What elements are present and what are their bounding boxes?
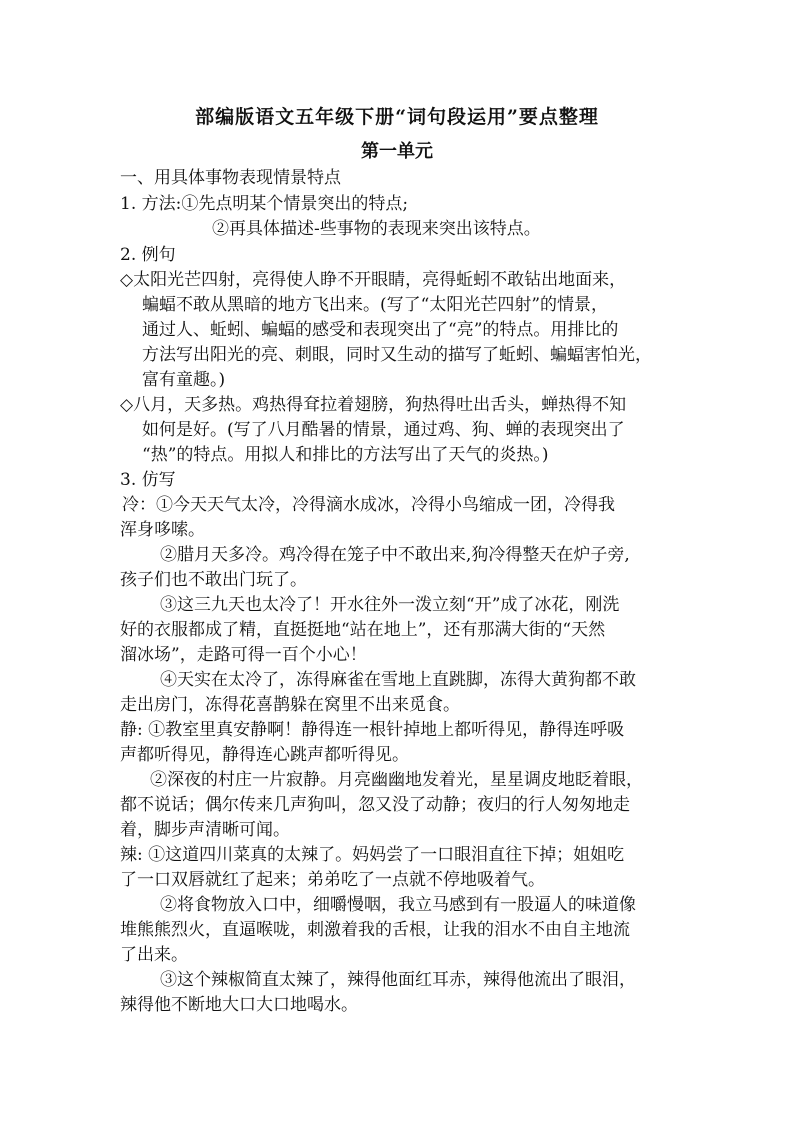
text-line: ②再具体描述-些事物的表现来突出该特点。	[212, 219, 541, 239]
unit-heading: 第一单元	[361, 141, 433, 162]
text-line: “热”的特点。用拟人和排比的方法写出了天气的炎热。)	[142, 445, 549, 465]
text-line: ②腊月天多冷。鸡冷得在笼子中不敢出来,狗冷得整天在炉子旁,	[160, 545, 630, 565]
text-line: 声都听得见，静得连心跳声都听得见。	[120, 745, 409, 765]
text-line: ◇八月，天多热。鸡热得耷拉着翅膀，狗热得吐出舌头，蝉热得不知	[120, 395, 627, 415]
document-title: 部编版语文五年级下册“词句段运用”要点整理	[195, 106, 599, 128]
text-line: ④天实在太冷了，冻得麻雀在雪地上直跳脚，冻得大黄狗都不敢	[160, 670, 636, 690]
text-line: 好的衣服都成了精，直挺挺地“站在地上”，还有那满大街的“天然	[120, 620, 606, 640]
text-line: 浑身哆嗦。	[120, 520, 205, 540]
section-heading: 一、用具体事物表现情景特点	[120, 168, 341, 188]
text-line: ②将食物放入口中，细嚼慢咽，我立马感到有一股逼人的味道像	[160, 895, 636, 915]
text-line: 走出房门，冻得花喜鹊躲在窝里不出来觅食。	[120, 695, 460, 715]
text-line: ②深夜的村庄一片寂静。月亮幽幽地发着光，星星调皮地眨着眼，	[150, 770, 643, 790]
text-line: 了一口双唇就红了起来；弟弟吃了一点就不停地吸着气。	[120, 870, 545, 890]
text-line: 都不说话；偶尔传来几声狗叫，忽又没了动静；夜归的行人匆匆地走	[120, 795, 630, 815]
text-line: 堆熊熊烈火，直逼喉咙，刺激着我的舌根，让我的泪水不由自主地流	[120, 920, 630, 940]
text-line: 辣: ①这道四川菜真的太辣了。妈妈尝了一口眼泪直往下掉；姐姐吃	[120, 845, 625, 865]
text-line: 冷：①今天天气太冷，冷得滴水成冰，冷得小鸟缩成一团，冷得我	[122, 495, 615, 515]
text-line: 2. 例句	[120, 245, 176, 265]
text-line: 辣得他不断地大口大口地喝水。	[120, 995, 358, 1015]
text-line: 1. 方法:①先点明某个情景突出的特点;	[120, 194, 409, 214]
text-line: 蝙蝠不敢从黑暗的地方飞出来。(写了“太阳光芒四射”的情景，	[142, 295, 609, 315]
text-line: 通过人、蚯蚓、蝙蝠的感受和表现突出了“亮”的特点。用排比的	[142, 320, 619, 340]
text-line: 了出来。	[120, 945, 188, 965]
text-line: ◇太阳光芒四射，亮得使人睁不开眼睛，亮得蚯蚓不敢钻出地面来，	[120, 270, 627, 290]
text-line: 孩子们也不敢出门玩了。	[120, 570, 307, 590]
text-line: 富有童趣。)	[142, 370, 226, 390]
text-line: ③这个辣椒简直太辣了，辣得他面红耳赤，辣得他流出了眼泪，	[160, 970, 636, 990]
text-line: 静: ①教室里真安静啊！静得连一根针掉地上都听得见，静得连呼吸	[120, 720, 625, 740]
text-line: 如何是好。(写了八月酷暑的情景，通过鸡、狗、蝉的表现突出了	[142, 420, 625, 440]
text-line: 着，脚步声清晰可闻。	[120, 820, 290, 840]
text-line: 3. 仿写	[120, 470, 176, 490]
text-line: ③这三九天也太冷了！开水往外一泼立刻“开”成了冰花，刚洗	[160, 595, 620, 615]
text-line: 方法写出阳光的亮、刺眼，同时又生动的描写了蚯蚓、蝙蝠害怕光，	[142, 345, 652, 365]
text-line: 溜冰场”，走路可得一百个小心！	[120, 645, 367, 665]
